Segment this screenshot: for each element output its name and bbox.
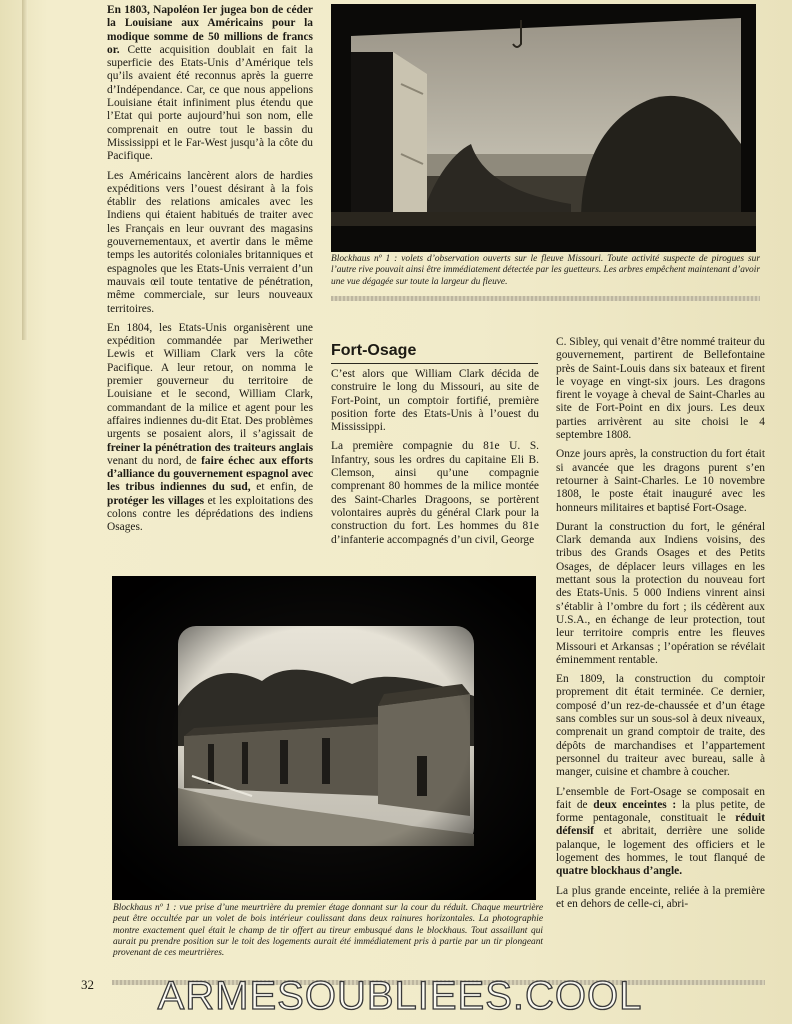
- river-view-illustration: [331, 4, 756, 252]
- paragraph-grande-enceinte: La plus grande enceinte, reliée à la première et en dehors de celle-ci, abri-: [556, 884, 765, 910]
- article-column-right: [556, 336, 765, 917]
- photo-caption-top: Blockhaus nº 1 : volets d’observation ouverts sur le fleuve Missouri. Toute activité suspecte de pirogues sur l’autre rive pouvait ainsi être immédiatement détectée par les guetteurs. Les arbres empêchent maintenant d’avoir une vue dégagée sur toute la largeur du fleuve.: [331, 254, 760, 287]
- text: L’ensemble de Fort-Osage se composait en fait de: [556, 785, 765, 811]
- divider-rule: [331, 296, 760, 301]
- watermark-text: ARMESOUBLIEES.COOL: [157, 974, 643, 1018]
- text: et les exploitations des colons contre les déprédations des indiens Osages.: [107, 494, 314, 534]
- text: et abritait, derrière une solide palanque, le logement des officiers et le logement des hommes, le tout flanqué de: [556, 825, 765, 864]
- paragraph-sibley: C. Sibley, qui venait d’être nommé traiteur du gouvernement, partirent de Bellefontaine près de Saint-Louis dans six bateaux et firent le voyage en vingt-six jours. Les dragons firent le voyage à cheval de Saint-Charles au site de Fort-Point en dix jours. Les deux parties arrivèrent au site choisi le 4 septembre 1808.: [556, 336, 765, 442]
- text: la plus petite, de forme pentagonale, constituait le: [556, 798, 766, 825]
- text: et enfin, de: [250, 481, 313, 494]
- article-column-middle: [331, 368, 539, 553]
- page-binding-shadow: [22, 0, 28, 340]
- article-column-left: [107, 4, 313, 541]
- paragraph-infantry-company: La première compagnie du 81e U. S. Infantry, sous les ordres du capitaine Eli B. Clemson, ainsi qu’une compagnie comprenant 80 hommes de la milice montée des Saint-Charles Dragoons, se portèrent volontaires auprès du général Clark pour la construction du fort. Les hommes du 81e d’infanterie accompagnés d’un civil, George: [331, 440, 539, 546]
- bold-phrase: faire échec aux efforts d’alliance du gouvernement espagnol avec les tribus indiennes du sud,: [107, 454, 313, 494]
- paragraph-lewis-clark: [107, 322, 313, 535]
- paragraph-enceintes: [556, 786, 765, 879]
- paragraph-clark-decision: C’est alors que William Clark décida de construire le long du Missouri, au site de Fort-Point, un comptoir fortifié, première position forte des Etats-Unis à l’ouest du Mississippi.: [331, 368, 539, 434]
- paragraph-osage-tribes: Durant la construction du fort, le général Clark demanda aux Indiens voisins, des tribus des Grands Osages et des Petits Osages, de déplacer leurs villages en les mettant sous la protection du nouveau fort des Etats-Unis. 5 000 Indiens vinrent ainsi s’établir à l’ombre du fort ; ils cédèrent aux U.S.A., en échange de leur protection, tout leur territoire compris entre les fleuves Missouri et Arkansas ; l’opération se révélait éminemment rentable.: [556, 520, 765, 666]
- bold-phrase: quatre blockhaus d’angle.: [556, 865, 683, 878]
- paragraph-expeditions: Les Américains lancèrent alors de hardies expéditions vers l’ouest désirant à la fois établir des relations amicales avec les Indiens qui étaient habitués de traiter avec les Français en leur ouvrant des magasins gouvernementaux, et avertir dans le même temps les autorités coloniales britanniques et espagnoles que les Etats-Unis verraient d’un mauvais œil toute tentative de pénétration, même commerciale, sur leurs nouveaux territoires.: [107, 169, 313, 315]
- bold-phrase: réduit défensif: [556, 812, 765, 838]
- bold-phrase: deux enceintes :: [593, 798, 677, 811]
- text: Cette acquisition doublait en fait la superficie des Etats-Unis d’Amérique tels qu’ils avaient été reconnus après la guerre d’Indépendance. Car, ce que nous appelions Louisiane était infiniment plus étendu que l’Etat qui porte aujourd’hui son nom, elle comprenait en outre tout le bassin du Mississippi et le Far-West jusqu’à la côte du Pacifique.: [107, 43, 313, 163]
- section-heading: Fort-Osage: [331, 341, 538, 364]
- page-number: 32: [81, 977, 94, 992]
- photo-blockhouse-river-view: [331, 4, 756, 252]
- paragraph-inauguration: Onze jours après, la construction du fort était si avancée que les dragons purent s’en retourner à Saint-Charles. Le 10 novembre 1808, le poste était inauguré avec les honneurs militaires et baptisé Fort-Osage.: [556, 448, 765, 514]
- text: En 1804, les Etats-Unis organisèrent une expédition commandée par Meriwether Lewis et William Clark vers la côte Pacifique. A leur retour, on nomma le premier gouverneur du territoire de Louisiane et le second, William Clark, commandant de la milice et agent pour les affaires indiennes du-dit Etat. Des problèmes urgents se posaient alors, il s’agissait de: [107, 321, 313, 441]
- bold-phrase: protéger les villages: [107, 494, 205, 507]
- fort-courtyard-illustration: [112, 576, 536, 900]
- paragraph-louisiana-purchase: [107, 4, 313, 164]
- bold-phrase: freiner la pénétration des traiteurs anglais: [107, 441, 313, 454]
- photo-loophole-courtyard-view: [112, 576, 536, 900]
- text: venant du nord, de: [107, 454, 202, 467]
- bold-lead: En 1803, Napoléon Ier jugea bon de céder la Louisiane aux Américains pour la modique somme de 50 millions de francs or.: [107, 4, 313, 56]
- paragraph-comptoir: En 1809, la construction du comptoir proprement dit était terminée. Ce dernier, composé d’un rez-de-chaussée et d’un étage sans combles sur un sous-sol à deux niveaux, comprenait un grand comptoir de traite, des dépôts de marchandises et l’appartement personnel du traiteur avec bureau, salle à manger, cuisine et chambre à coucher.: [556, 673, 765, 779]
- photo-caption-bottom: Blockhaus nº 1 : vue prise d’une meurtrière du premier étage donnant sur la cour du réduit. Chaque meurtrière peut être occultée par un volet de bois intérieur coulissant dans deux rainures horizontales. La photographie montre exactement quel était le champ de tir offert au tireur embusqué dans le blockhaus. Tout assaillant qui aurait pu prendre position sur le toit des logements aurait été immédiatement pris à partie par un tir plongeant provenant de ces meurtrières.: [113, 903, 543, 959]
